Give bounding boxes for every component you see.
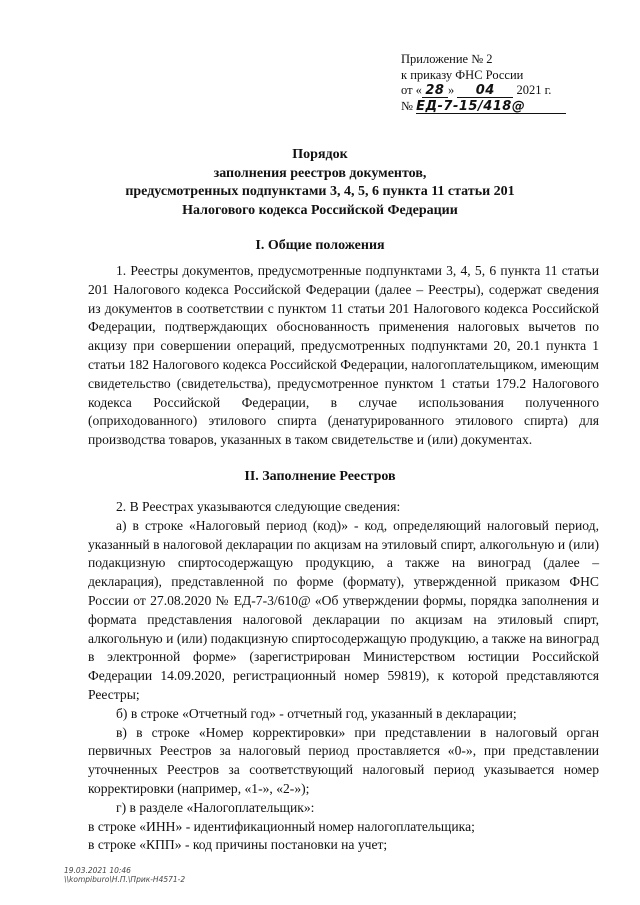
section2-paragraph2: а) в строке «Налоговый период (код)» - код, определяющий налоговый период, указанный в налоговой декларации по акцизам на этиловый спирт, алкогольную и (или) подакцизную спиртосодержащую продукцию, а также на виноград (далее – декларация), представленной по форме (формату), утвержденной приказом ФНС России от 27.08.2020 № ЕД-7-3/610@ «Об утверждении формы, порядка заполнения и формата представления налоговой декларации по акцизам на этиловый спирт, алкогольную и (или) подакцизную спиртосодержащую продукцию, а также на виноград в электронной форме» (зарегистрирован Министерством юстиции Российской Федерации 14.09.2020, регистрационный номер 59819), к которой представляются Реестры; bbox=[88, 517, 599, 702]
document-title bbox=[60, 146, 580, 220]
title-line3: предусмотренных подпунктами 3, 4, 5, 6 пункта 11 статьи 201 bbox=[125, 184, 515, 199]
appendix-line2: к приказу ФНС России bbox=[401, 67, 524, 82]
appendix-number bbox=[401, 99, 591, 115]
title-line2: заполнения реестров документов, bbox=[213, 165, 427, 181]
section2-heading: II. Заполнение Реестров bbox=[244, 469, 396, 484]
section2-paragraph4: в) в строке «Номер корректировки» при представлении в налоговый орган первичных Реестров за налоговый период проставляется «0-», при представлении уточненных Реестров за соответствующий налоговый период указывается номер корректировки (например, «1-», «2-»); bbox=[88, 724, 599, 796]
footer-path: \\kompiburo\Н.П.\Прик-Н4571-2 bbox=[64, 875, 186, 884]
title-line1: Порядок bbox=[292, 147, 348, 162]
section1-paragraph1: 1. Реестры документов, предусмотренные подпунктами 3, 4, 5, 6 пункта 11 статьи 201 Налогового кодекса Российской Федерации (далее – Реестры), содержат сведения из документов в соответствии с пунктом 11 статьи 201 Налогового кодекса Российской Федерации, подтверждающих обоснованность применения налоговых вычетов по акцизу при совершении операций, предусмотренных подпунктами 20, 20.1 пункта 1 статьи 182 Налогового кодекса Российской Федерации, налогоплательщиком, имеющим свидетельство (свидетельства), предусмотренное пунктом 1 статьи 179.2 Налогового кодекса Российской Федерации, в случае использования полученного (оприходованного) этилового спирта (денатурированного этилового спирта) для производства товаров, указанных в таком свидетельстве и (или) документах. bbox=[88, 263, 599, 448]
section2-paragraph1: 2. В Реестрах указываются следующие сведения: bbox=[116, 499, 401, 514]
title-line4: Налогового кодекса Российской Федерации bbox=[182, 202, 458, 218]
date-prefix: от « bbox=[401, 83, 422, 97]
section2-paragraph5: г) в разделе «Налогоплательщик»: bbox=[116, 799, 315, 815]
section1-heading: I. Общие положения bbox=[255, 238, 385, 253]
footer-timestamp: 19.03.2021 10:46 bbox=[64, 866, 131, 875]
date-month: 04 bbox=[457, 85, 513, 98]
section2-paragraph3: б) в строке «Отчетный год» - отчетный год, указанный в декларации; bbox=[116, 705, 517, 721]
appendix-line1: Приложение № 2 bbox=[401, 52, 493, 66]
section1-body bbox=[88, 262, 599, 450]
number-prefix: № bbox=[401, 98, 413, 113]
date-mid: » bbox=[447, 83, 455, 97]
appendix-date bbox=[401, 83, 591, 99]
section2-paragraph7: в строке «КПП» - код причины постановки на учет; bbox=[88, 837, 388, 853]
appendix-header bbox=[401, 52, 591, 114]
section2-paragraph6: в строке «ИНН» - идентификационный номер налогоплательщика; bbox=[88, 818, 475, 834]
date-day: 28 bbox=[422, 85, 448, 98]
section2-body bbox=[88, 498, 599, 855]
date-year: 2021 г. bbox=[516, 83, 552, 97]
file-footer bbox=[64, 866, 185, 884]
number-value: ЕД-7-15/418@ bbox=[416, 101, 566, 114]
